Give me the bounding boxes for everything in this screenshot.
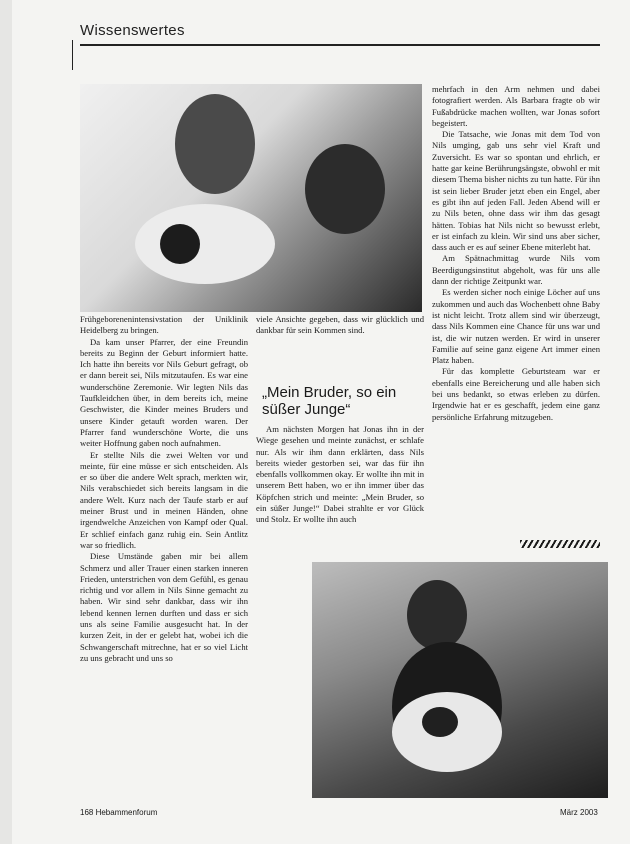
article-column-2 [256,314,424,337]
photo-shape-boy-head [407,580,467,650]
section-title: Wissenswertes [80,22,185,39]
paragraph: Am Spätnachmittag wurde Nils vom Beerdigungsinstitut abgeholt, was für uns alle dann der richtige Zeitpunkt war. [432,253,600,287]
photo-boy-holding-baby [312,562,608,798]
footer-page-info: 168 Hebammenforum [80,808,158,817]
article-end-mark [520,540,600,548]
paragraph: Da kam unser Pfarrer, der eine Freundin bereits zu Beginn der Geburt informiert hatte. Ich hatte ihn bereits vor Nils Geburt gefragt, ob er dann bereit sei, Nils mitzutaufen. Es war eine wunderschöne Zeremonie. Wir legten Nils das Taufkleidchen über, in dem bereits ich, meine Geschwister, die Kinder meines Bruders und unsere Kinder getauft worden waren. Der Pfarrer fand wunderschöne Worte, die uns weiter Hoffnung gaben noch aufnahmen. [80,336,248,449]
photo-shape-baby-head [422,707,458,737]
article-column-3 [432,84,600,423]
article-column-1 [80,314,248,664]
paragraph: mehrfach in den Arm nehmen und dabei fotografiert werden. Als Barbara fragte ob wir Fußabdrücke machen wollten, war Jonas sofort begeistert. [432,84,600,128]
photo-shape-mother [175,94,255,194]
page-edge [0,0,12,844]
paragraph: Es werden sicher noch einige Löcher auf uns zukommen und auch das Wochenbett ohne Baby ist nicht leicht. Trotz allem sind wir überzeugt, dass Nils Kommen eine Chance für uns war und ist, die wir nutzen werden. Er wird in unserer Familie auf seine ganz eigene Art immer einen Platz haben. [432,287,600,366]
article-column-2-continued [256,424,424,526]
paragraph: viele Ansichte gegeben, dass wir glücklich und dankbar für sein Kommen sind. [256,314,424,336]
paragraph: Die Tatsache, wie Jonas mit dem Tod von Nils umging, gab uns sehr viel Kraft und Zuversicht. Es war so spontan und ehrlich, er hatte gar keine Berührungsängste, obwohl er mit diesem Thema bisher nichts zu tun hatte. Für ihn ist sein lieber Bruder jetzt eben ein Engel, aber es gibt ihn auf jeden Fall. Jeden Abend will er zu Nils beten, ohne dass wir ihm das gesagt hätten. Tobias hat Nils nicht so bewusst erlebt, er ist einfach zu klein. Wir sind uns aber sicher, dass auch er es auf seiner Ebene miterlebt hat. [432,129,600,253]
photo-shape-baby-head [160,224,200,264]
subheading: „Mein Bruder, so ein süßer Junge“ [262,384,397,418]
paragraph: Am nächsten Morgen hat Jonas ihn in der Wiege gesehen und meinte zunächst, er schlafe nur. Als wir ihm dann erklärten, dass Nils bereits wieder gestorben sei, war das für ihn ebenfalls vollkommen okay. Er wollte ihn mit in unserem Bett haben, wo er ihn immer über das Köpfchen strich und meinte: „Mein Bruder, so ein süßer Junge!“ Dabei strahlte er vor Glück und Stolz. Er wollte ihn auch [256,424,424,525]
header-rule [80,44,600,46]
paragraph: Frühgeborenenintensivstation der Uniklinik Heidelberg zu bringen. [80,314,248,336]
footer-date: März 2003 [560,808,598,817]
paragraph: Er stellte Nils die zwei Welten vor und meinte, für eine müsse er sich entscheiden. Als er so über die andere Welt sprach, merkten wir, Nils verabschiedet sich bereits langsam in die andere Welt. Kurz nach der Taufe starb er auf meiner Brust und in meinen Händen, ohne irgendwelche Anzeichen von Kampf oder Qual. Er schlief einfach ganz ruhig ein. Sein Antlitz war so friedlich. [80,449,248,550]
photo-shape-child [305,144,385,234]
photo-mother-baby-child [80,84,422,312]
paragraph: Diese Umstände gaben mir bei allem Schmerz und aller Trauer einen starken inneren Frieden, unterstrichen von dem Gefühl, es genau richtig und vor allem in Nils Sinne gemacht zu haben. Wir sind sehr dankbar, dass wir ihn lebend kennen lernen durften und dass er sich uns als seine Familie ausgesucht hat. In der kurzen Zeit, in der er gelebt hat, wobei ich die Schwangerschaft mitrechne, hat er so viel Licht zu uns gebracht und uns so [80,551,248,663]
photo-shape-baby-blanket [135,204,275,284]
paragraph: Für das komplette Geburtsteam war er ebenfalls eine Bereicherung und alle haben sich bei uns bedankt, so etwas erleben zu dürfen. Irgendwie hat er es geschafft, jedem eine ganz persönliche Erfahrung mitzugeben. [432,366,600,422]
header-side-rule [72,40,73,70]
